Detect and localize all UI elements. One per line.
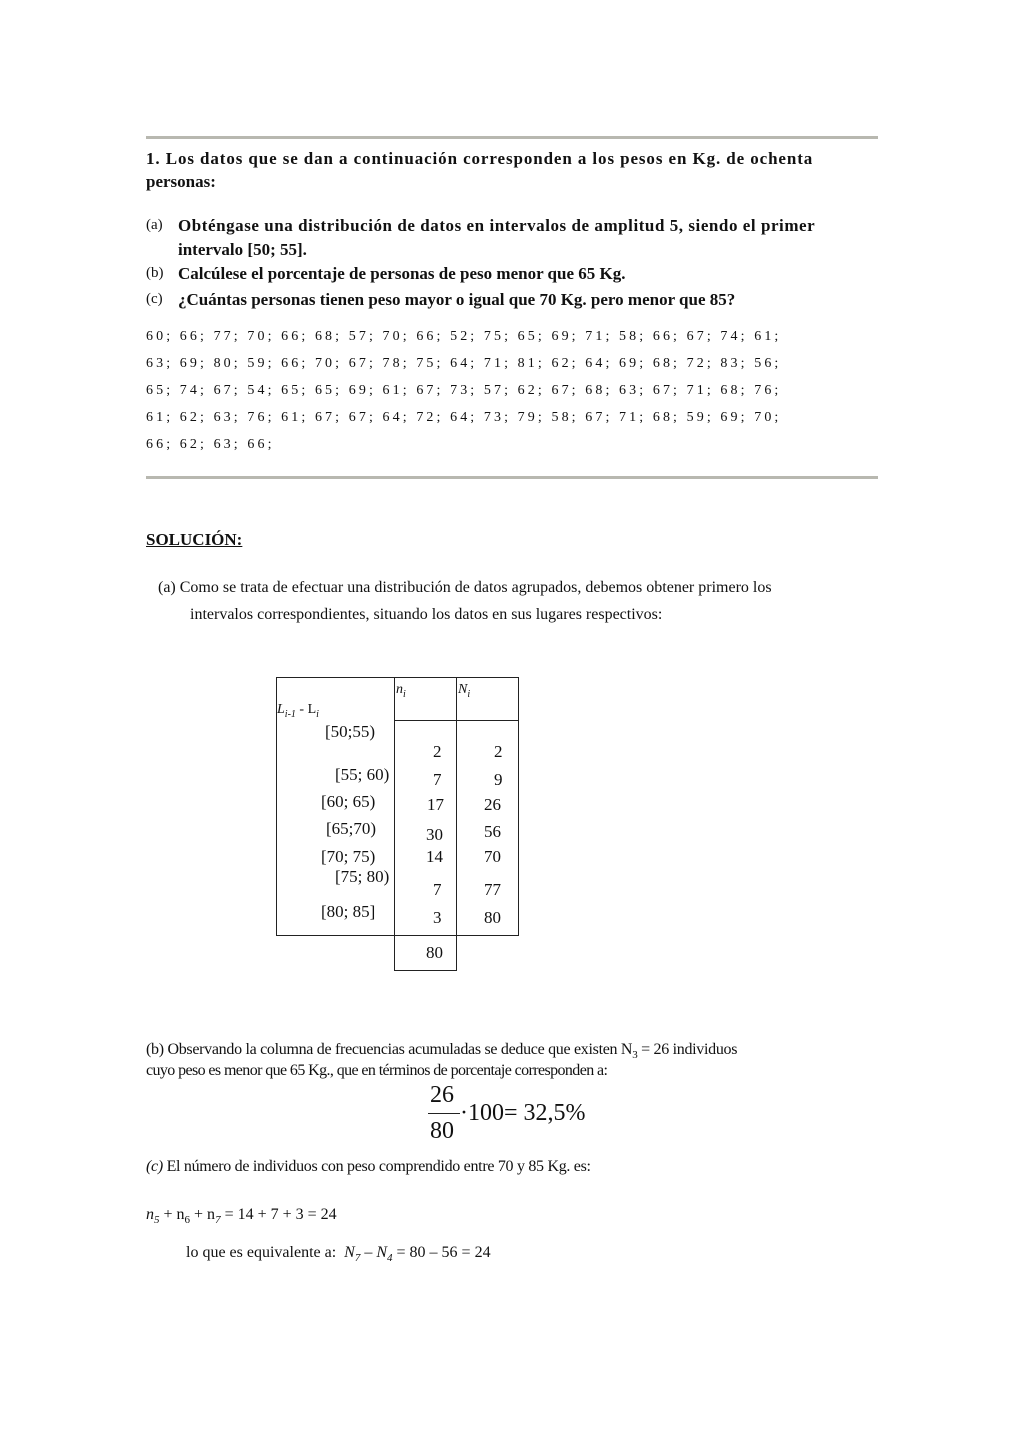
data-row-5: 66; 62; 63; 66; xyxy=(146,437,275,452)
ni-cell: 17 xyxy=(427,795,444,814)
solution-b-line1: (b) Observando la columna de frecuencias acumuladas se deduce que existen $N_3 = 26$ individuos xyxy=(146,1041,738,1062)
data-row-1: 60; 66; 77; 70; 66; 68; 57; 70; 66; 52; 75; 65; 69; 71; 58; 66; 67; 74; 61; xyxy=(146,329,782,344)
data-row-4: 61; 62; 63; 76; 61; 67; 67; 64; 72; 64; 73; 79; 58; 67; 71; 68; 59; 69; 70; xyxy=(146,410,782,425)
header-ni: $n_i$ xyxy=(396,682,406,700)
formula-result: ·100= 32,5% xyxy=(460,1100,586,1126)
solution-c-equation: $n_5 + n_6 + n_7 = 14 + 7 + 3 = 24$ xyxy=(146,1206,337,1227)
Ni-cell: 2 xyxy=(494,742,503,761)
problem-title-line2: personas: xyxy=(146,172,216,191)
question-b xyxy=(146,262,878,286)
question-a xyxy=(146,214,878,264)
solution-a-line2: intervalos correspondientes, situando los datos en sus lugares respectivos: xyxy=(190,606,663,623)
solution-b-line2: cuyo peso es menor que 65 Kg., que en términos de porcentaje corresponden a: xyxy=(146,1062,608,1079)
question-a-line1: Obténgase una distribución de datos en intervalos de amplitud 5, siendo el primer xyxy=(178,216,816,235)
question-a-line2: intervalo [50; 55]. xyxy=(178,240,307,259)
fraction-bar xyxy=(428,1113,460,1114)
table-total-bottom xyxy=(394,970,457,971)
question-b-text: Calcúlese el porcentaje de personas de peso menor que 65 Kg. xyxy=(178,264,626,283)
Ni-cell: 56 xyxy=(484,822,501,841)
table-header-line xyxy=(394,720,519,721)
question-c-letter: (c) xyxy=(146,291,163,307)
Ni-cell: 26 xyxy=(484,795,501,814)
ni-cell: 30 xyxy=(426,825,443,844)
table-divider-1 xyxy=(394,677,395,971)
interval-cell: [65;70) xyxy=(326,819,377,838)
ni-cell: 14 xyxy=(426,847,443,866)
solution-c-equivalence: lo que es equivalente a: $N_7 - N_4 = 80 - 56 = 24$ xyxy=(186,1244,491,1265)
ni-cell: 2 xyxy=(433,742,442,761)
header-interval: $L_{i-1} - L_i$ xyxy=(277,702,319,720)
solution-c-line: (c) El número de individuos con peso comprendido entre 70 y 85 Kg. es: xyxy=(146,1158,591,1175)
bottom-divider xyxy=(146,476,878,479)
Ni-cell: 77 xyxy=(484,880,501,899)
interval-cell: [80; 85] xyxy=(321,902,376,921)
interval-cell: [50;55) xyxy=(325,722,376,741)
problem-title-line1: 1. Los datos que se dan a continuación corresponden a los pesos en Kg. de ochenta xyxy=(146,149,814,168)
table-bottom-line xyxy=(276,935,519,936)
question-b-letter: (b) xyxy=(146,265,164,281)
Ni-cell: 80 xyxy=(484,908,501,927)
ni-cell: 3 xyxy=(433,908,442,927)
fraction-numerator: 26 xyxy=(430,1082,454,1108)
interval-cell: [70; 75) xyxy=(321,847,376,866)
Ni-cell: 70 xyxy=(484,847,501,866)
question-c xyxy=(146,288,878,312)
total-cell: 80 xyxy=(426,943,443,962)
data-row-3: 65; 74; 67; 54; 65; 65; 69; 61; 67; 73; 57; 62; 67; 68; 63; 67; 71; 68; 76; xyxy=(146,383,782,398)
table-divider-2 xyxy=(456,677,457,971)
problem-statement xyxy=(146,147,878,193)
interval-cell: [60; 65) xyxy=(321,792,376,811)
top-divider xyxy=(146,136,878,139)
header-Ni: $N_i$ xyxy=(458,682,471,700)
solution-a-line1: (a) Como se trata de efectuar una distribución de datos agrupados, debemos obtener primero los xyxy=(158,579,772,596)
question-a-letter: (a) xyxy=(146,217,163,233)
Ni-cell: 9 xyxy=(494,770,503,789)
interval-cell: [55; 60) xyxy=(335,765,390,784)
table-border-top xyxy=(276,677,519,678)
interval-cell: [75; 80) xyxy=(335,867,390,886)
solution-title: SOLUCIÓN: xyxy=(146,530,243,549)
question-c-text: ¿Cuántas personas tienen peso mayor o igual que 70 Kg. pero menor que 85? xyxy=(178,290,736,309)
table-border-right xyxy=(518,677,519,936)
ni-cell: 7 xyxy=(433,880,442,899)
fraction-denominator: 80 xyxy=(430,1118,454,1144)
ni-cell: 7 xyxy=(433,770,442,789)
data-row-2: 63; 69; 80; 59; 66; 70; 67; 78; 75; 64; 71; 81; 62; 64; 69; 68; 72; 83; 56; xyxy=(146,356,782,371)
